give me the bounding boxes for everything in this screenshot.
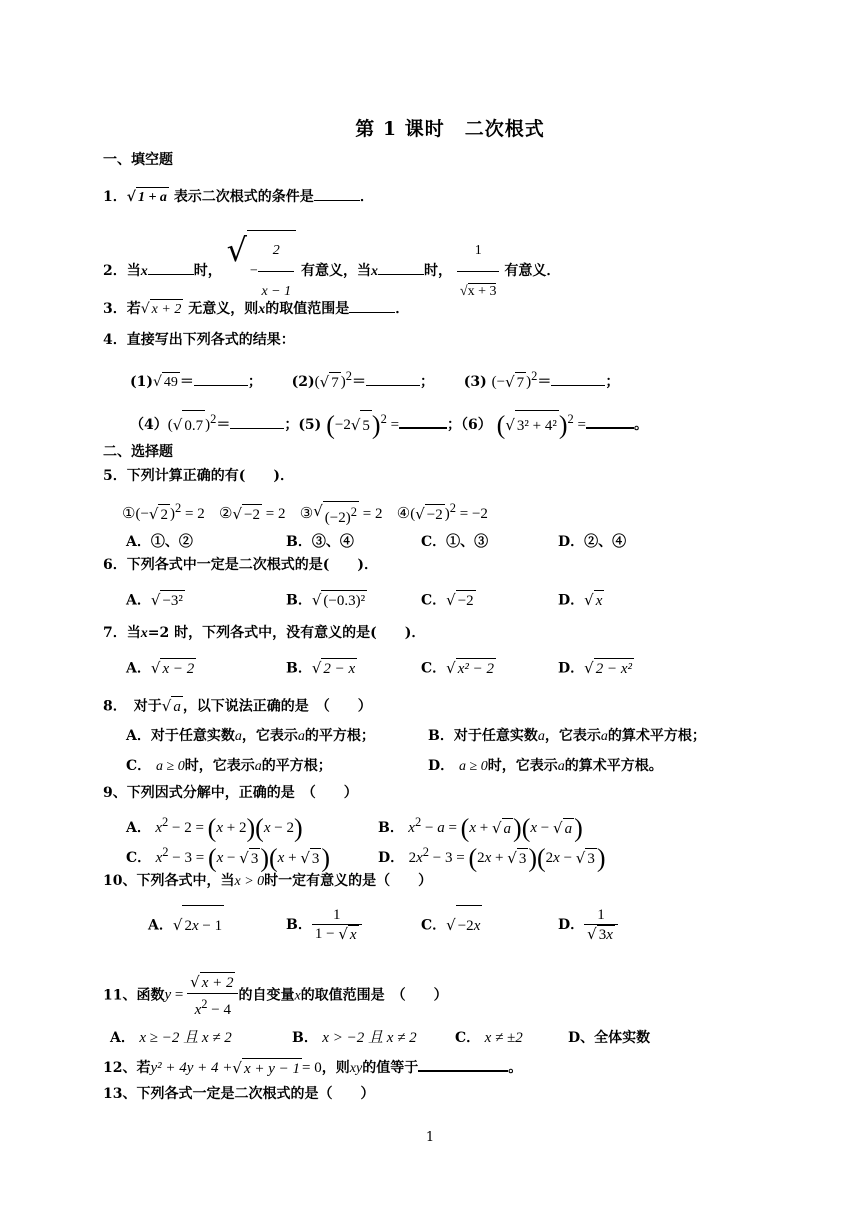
q7-option-a[interactable]: A．√ x − 2 (126, 659, 195, 677)
q6-option-c[interactable]: C．√ −2 (421, 591, 474, 609)
q5-option-d[interactable]: D．②、④ (558, 534, 627, 550)
question-10: 10、下列各式中，当x > 0时一定有意义的是（ ） (103, 873, 433, 889)
question-1: 1．√ 1 + a 表示二次根式的条件是 ． (103, 186, 860, 208)
q6-option-a[interactable]: A．√ −3² (126, 591, 183, 609)
q10-option-b[interactable]: B． $\frac{1}{1 - √ x}$ (286, 905, 362, 945)
question-12: 12、若y² + 4y + 4 +√ x + y − 1 = 0，则xy的值等于 。 (103, 1056, 860, 1079)
question-8: 8． 对于√ a ，以下说法正确的是 （ ） (103, 697, 372, 715)
q8-option-b[interactable]: B．对于任意实数a，它表示a的算术平方根； (428, 728, 706, 744)
q9-option-d[interactable]: D． $2x^2 - 3 = (2x$ + √ 3)(2x − √ 3) (378, 843, 606, 873)
q7-option-b[interactable]: B．√ 2 − x (286, 659, 356, 677)
page-title: 第 1 课时 二次根式 (355, 118, 545, 140)
question-6: 6．下列各式中一定是二次根式的是( )． (103, 557, 378, 573)
q10-option-c[interactable]: C．√ −2x (421, 905, 482, 946)
question-5: 5．下列计算正确的有( )． (103, 468, 294, 484)
section-fill-in: 一、填空题 (103, 152, 173, 168)
q6-option-b[interactable]: B．√ (−0.3)² (286, 591, 366, 609)
question-11: 11、函数y = $\frac{√ x + 2}{x^2 - 4}$ 的自变量x的取值范围是 （ ） (103, 973, 448, 1019)
question-13: 13、下列各式一定是二次根式的是（ ） (103, 1086, 375, 1102)
question-3: 3．若√ x + 2 无意义，则x的取值范围是 ． (103, 298, 860, 320)
q11-option-a[interactable]: A． x ≥ −2 且 x ≠ 2 (110, 1030, 232, 1046)
q7-option-d[interactable]: D．√ 2 − x² (558, 659, 632, 677)
q11-option-b[interactable]: B． x > −2 且 x ≠ 2 (292, 1030, 417, 1046)
q10-option-a[interactable]: A．√ 2x − 1 (148, 905, 224, 946)
q9-option-b[interactable]: B． $x^2 - a = (x$ + √ a)(x − √ a) (378, 813, 583, 843)
question-4-row-1: (1)√ 49 ＝ ； (2)(√ 7 )$^2$＝ ； (3) (−√ 7 )$^2$＝ ； (130, 369, 620, 392)
question-4: 4．直接写出下列各式的结果： (103, 332, 295, 348)
question-2: 2．当x 时， √− $\frac{2}{x - 1}$ 有意义，当x 时， $\frac{1}{√x + 3}$ 有意义． (103, 230, 860, 312)
q5-option-b[interactable]: B．③、④ (286, 534, 354, 550)
q8-option-c[interactable]: C． a ≥ 0时，它表示a的平方根； (126, 758, 332, 774)
q7-option-c[interactable]: C．√ x² − 2 (421, 659, 494, 677)
q11-option-d[interactable]: D、全体实数 (568, 1030, 651, 1046)
q5-option-c[interactable]: C．①、③ (421, 534, 489, 550)
question-7: 7．当x=2 时，下列各式中，没有意义的是( )． (103, 625, 426, 641)
q8-option-d[interactable]: D． a ≥ 0时，它表示a的算术平方根。 (428, 758, 663, 774)
page-number: 1 (425, 1130, 435, 1145)
q8-option-a[interactable]: A．对于任意实数a，它表示a的平方根； (126, 728, 375, 744)
question-9: 9、下列因式分解中，正确的是 （ ） (103, 785, 358, 801)
q5-option-a[interactable]: A．①、② (126, 534, 193, 550)
q9-option-a[interactable]: A． $x^2 - 2 = (x + 2)(x - 2)$ (126, 813, 303, 843)
section-choice: 二、选择题 (103, 444, 173, 460)
q9-option-c[interactable]: C． $x^2 - 3 = (x$ − √ 3)(x + √ 3) (126, 843, 331, 873)
question-4-row-2: （4）(√ 0.7 )$^2$＝ ；(5) (−2√ 5)$^2$ = ；（6） (√ 3² + 4²)$^2$ = 。 (130, 410, 648, 440)
q10-option-d[interactable]: D． $\frac{1}{√ 3x}$ (558, 905, 618, 945)
q6-option-d[interactable]: D．√ x (558, 591, 603, 609)
question-5-expressions: ①(−√ 2 )$^2$ = 2 ②√ −2 = 2 ③√ $(-2)^2 = 2$ ④(√ −2 )$^2$ = −2 (122, 501, 488, 527)
q11-option-c[interactable]: C． x ≠ ±2 (455, 1030, 523, 1046)
